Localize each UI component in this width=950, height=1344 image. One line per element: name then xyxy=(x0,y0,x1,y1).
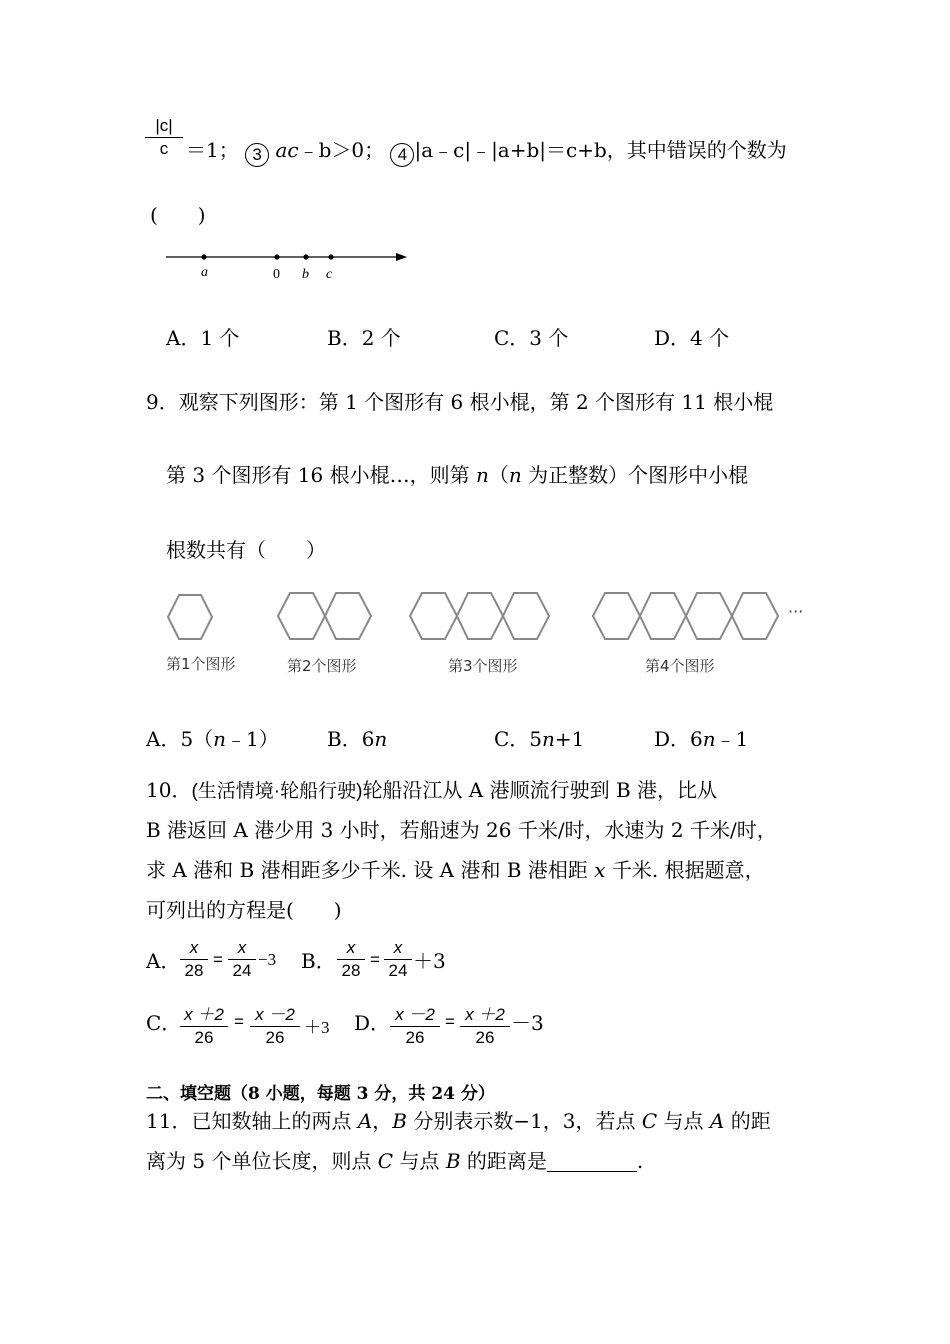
stmt3-ac: ac xyxy=(275,138,299,162)
q9-b-n: n xyxy=(374,727,388,751)
fraction-denominator: c xyxy=(159,139,169,158)
q8-option-a[interactable]: A．1 个 xyxy=(166,326,240,350)
q11-l1-b: 分别表示数−1，3，若点 xyxy=(406,1109,642,1133)
ellipsis-icon: ··· xyxy=(788,602,804,621)
denominator: 26 xyxy=(405,1028,425,1047)
stmt4-expr: |a﹣c|﹣|a+b|＝c+b xyxy=(414,138,607,162)
q9-c-end: +1 xyxy=(554,727,585,751)
denominator: 28 xyxy=(341,961,361,980)
numerator: x xyxy=(180,938,208,960)
denominator: 26 xyxy=(194,1028,214,1047)
q10-c-label: C． xyxy=(146,1011,182,1035)
q10-a-tail: −3 xyxy=(258,950,277,969)
q10-d-label: D． xyxy=(354,1011,391,1035)
q10-a-label: A． xyxy=(146,949,181,973)
point-b xyxy=(303,254,308,259)
denominator: 28 xyxy=(184,961,204,980)
stmt4-question: ，其中错误的个数为 xyxy=(606,138,787,162)
q9-line2-a: 第 3 个图形有 16 根小棍…，则第 xyxy=(166,463,476,487)
q10-line4: 可列出的方程是( ) xyxy=(146,898,342,922)
denominator: 24 xyxy=(232,961,252,980)
hexagon-figure-1 xyxy=(168,595,212,639)
q8-option-b[interactable]: B．2 个 xyxy=(327,326,401,350)
point-A-label: A xyxy=(357,1109,373,1133)
label-c: c xyxy=(326,267,333,282)
hexagon-figure-2 xyxy=(278,593,371,639)
point-a xyxy=(201,254,206,259)
answer-blank[interactable] xyxy=(547,1151,637,1172)
q10-line1-rest: 轮船沿江从 A 港顺流行驶到 B 港，比从 xyxy=(362,778,718,802)
q9-c-n: n xyxy=(542,727,555,751)
q10-b-tail: ＋3 xyxy=(413,949,446,973)
q9-option-d[interactable] xyxy=(654,727,748,751)
q10-line3-b: 千米. 根据题意， xyxy=(605,858,765,882)
label-b: b xyxy=(302,267,309,282)
q9-line2-c: 为正整数）个图形中小棍 xyxy=(521,463,749,487)
circled-3-icon: 3 xyxy=(245,143,269,167)
q10-b-frac1 xyxy=(337,938,365,981)
fraction-numerator: |c| xyxy=(145,116,183,138)
numerator: x xyxy=(337,938,365,960)
q9-line3: 根数共有（ ） xyxy=(166,538,326,562)
stmt3-rest: ﹣b＞0； xyxy=(298,138,385,162)
q9-line2-b: （ xyxy=(488,463,509,487)
q10-b-frac2 xyxy=(384,938,412,981)
number-line-arrow-icon xyxy=(396,253,407,261)
numerator: x ＋2 xyxy=(180,1000,228,1027)
q9-c-label: C．5 xyxy=(494,727,543,751)
q11-comma: ， xyxy=(372,1109,393,1133)
q10-line3-a: 求 A 港和 B 港相距多少千米. 设 A 港和 B 港相距 xyxy=(146,858,595,882)
q9-b-label: B．6 xyxy=(327,727,375,751)
hexagon-figure-3 xyxy=(410,593,549,639)
point-c xyxy=(328,254,333,259)
q9-d-label: D．6 xyxy=(654,727,703,751)
q9-line2 xyxy=(166,463,748,487)
q10-a-frac1 xyxy=(180,938,208,981)
hexagon-figure-4 xyxy=(593,593,778,639)
q8-answer-paren: ( ) xyxy=(150,203,206,227)
q11-period: . xyxy=(636,1149,644,1173)
q9-option-c[interactable] xyxy=(494,727,584,751)
q9-option-b[interactable] xyxy=(327,727,387,751)
numerator: x ＋2 xyxy=(460,1000,510,1027)
caption-figure-3: 第3个图形 xyxy=(448,657,518,675)
after-fraction-text: ＝1； xyxy=(186,138,239,162)
q9-n: n xyxy=(508,463,522,487)
q10-line1 xyxy=(146,778,717,804)
q8-statement-line xyxy=(186,138,787,167)
q11-line1 xyxy=(146,1109,771,1133)
q11-l2-c: 的距离是 xyxy=(460,1149,547,1173)
point-0 xyxy=(274,254,279,259)
abs-c-over-c-fraction xyxy=(145,116,183,159)
q11-line2 xyxy=(146,1149,643,1173)
equals: = xyxy=(370,950,380,969)
q8-option-d[interactable]: D．4 个 xyxy=(654,326,730,350)
q9-a-label: A．5（ xyxy=(146,727,214,751)
caption-figure-4: 第4个图形 xyxy=(645,657,715,675)
q11-l1-a: 11．已知数轴上的两点 xyxy=(146,1109,358,1133)
label-0: 0 xyxy=(273,267,280,282)
circled-4-icon: 4 xyxy=(390,143,414,167)
q10-d-tail: －3 xyxy=(511,1011,544,1035)
q10-line2: B 港返回 A 港少用 3 小时，若船速为 26 千米/时，水速为 2 千米/时， xyxy=(146,818,777,842)
q11-l1-d: 的距 xyxy=(724,1109,771,1133)
number-line-figure xyxy=(160,244,420,284)
numerator: x －2 xyxy=(390,1000,440,1027)
label-a: a xyxy=(201,265,208,280)
denominator: 26 xyxy=(475,1028,495,1047)
q11-l1-c: 与点 xyxy=(657,1109,710,1133)
hexagon-sequence-figure xyxy=(160,585,820,650)
equals: = xyxy=(213,950,223,969)
point-B-label: B xyxy=(392,1109,407,1133)
q10-a-frac2 xyxy=(228,938,256,981)
q10-c-tail: ＋3 xyxy=(304,1018,330,1037)
numerator: x xyxy=(228,938,256,960)
q10-line3 xyxy=(146,858,765,882)
q10-x: x xyxy=(594,858,606,882)
q9-n: n xyxy=(475,463,489,487)
denominator: 26 xyxy=(265,1028,285,1047)
q9-d-n: n xyxy=(702,727,716,751)
q11-l2-b: 与点 xyxy=(393,1149,446,1173)
q10-b-label: B． xyxy=(301,949,336,973)
q9-a-end: ﹣1） xyxy=(226,727,279,751)
q10-c-frac1 xyxy=(180,1000,228,1048)
q11-l2-a: 离为 5 个单位长度，则点 xyxy=(146,1149,378,1173)
point-A-label: A xyxy=(709,1109,725,1133)
point-C-label: C xyxy=(641,1109,658,1133)
equals: = xyxy=(234,1012,244,1031)
q10-number: 10． xyxy=(146,778,192,802)
numerator: x xyxy=(384,938,412,960)
q8-option-c[interactable]: C．3 个 xyxy=(494,326,569,350)
caption-figure-2: 第2个图形 xyxy=(287,657,357,675)
caption-figure-1: 第1个图形 xyxy=(166,655,236,673)
section-heading: 二、填空题（8 小题，每题 3 分，共 24 分） xyxy=(146,1084,495,1104)
q9-option-a[interactable] xyxy=(146,727,279,751)
q9-line1: 9．观察下列图形：第 1 个图形有 6 根小棍，第 2 个图形有 11 根小棍 xyxy=(146,390,774,414)
equals: = xyxy=(445,1012,455,1031)
numerator: x －2 xyxy=(250,1000,300,1027)
point-C-label: C xyxy=(377,1149,394,1173)
q10-d-frac2 xyxy=(460,1000,510,1048)
q10-context-tag: (生活情境·轮船行驶) xyxy=(191,781,363,802)
q9-a-n: n xyxy=(213,727,227,751)
q10-d-frac1 xyxy=(390,1000,440,1048)
point-B-label: B xyxy=(445,1149,461,1173)
q9-d-end: ﹣1 xyxy=(715,727,749,751)
denominator: 24 xyxy=(388,961,408,980)
q10-c-frac2 xyxy=(250,1000,300,1048)
